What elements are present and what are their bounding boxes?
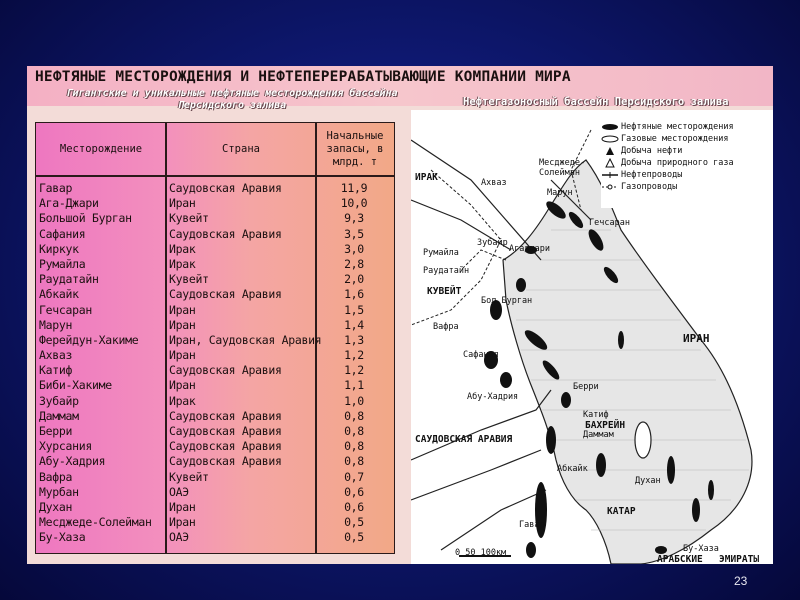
- country-cell: Кувейт: [169, 211, 209, 226]
- map-legend: [601, 118, 773, 208]
- table-row: [36, 318, 394, 333]
- table-row: [36, 196, 394, 211]
- country-cell: Кувейт: [169, 469, 209, 484]
- field-cell: Абкайк: [39, 287, 79, 302]
- reserves-cell: 1,4: [344, 317, 364, 332]
- field-cell: Ага-Джари: [39, 196, 99, 211]
- label-rumaila: Румайла: [423, 248, 459, 258]
- legend-gas-fields: [621, 134, 728, 144]
- legend-label: Газопроводы: [621, 182, 678, 192]
- label-ghawar: Гавар: [519, 520, 545, 530]
- reserves-cell: 1,3: [344, 332, 364, 347]
- field-cell: Раудатайн: [39, 272, 99, 287]
- table-row: [36, 333, 394, 348]
- reserves-cell: 0,8: [344, 424, 364, 438]
- country-cell: Кувейт: [169, 272, 209, 287]
- reserves-cell: 0,5: [344, 515, 364, 530]
- label-abqaiq: Абкайк: [557, 464, 588, 474]
- label-scale: 0 50 100км: [455, 548, 507, 558]
- field-cell: Мурбан: [39, 484, 79, 499]
- legend-oil-production: [621, 146, 682, 156]
- country-cell: Иран: [169, 317, 196, 332]
- label-berri: Берри: [573, 382, 599, 392]
- gas-pipeline-symbol: [601, 182, 619, 192]
- table-row: [36, 363, 394, 378]
- field-cell: Зубайр: [39, 393, 79, 408]
- field-cell: Большой Бурган: [39, 211, 132, 226]
- field-cell: Вафра: [39, 469, 73, 484]
- table-row: [36, 348, 394, 363]
- label-gachsaran: Гечсаран: [589, 218, 630, 228]
- reserves-cell: 0,8: [344, 439, 364, 454]
- header-reserves: Начальные запасы, в млрд. т: [326, 129, 384, 168]
- reserves-cell: 1,5: [344, 302, 364, 317]
- field-cell: Румайла: [39, 256, 86, 271]
- country-cell: Ирак: [169, 241, 196, 256]
- oil-fields-table: [35, 122, 395, 554]
- reserves-cell: 1,2: [344, 348, 364, 363]
- country-cell: Ирак: [169, 256, 196, 271]
- field-cell: Биби-Хакиме: [39, 378, 112, 393]
- reserves-cell: 1,6: [344, 287, 364, 302]
- field-cell: Гавар: [39, 181, 73, 195]
- map-subtitle: Нефтегазоносный бассейн Персидского залива: [463, 96, 729, 108]
- page-number: 23: [734, 574, 748, 588]
- reserves-cell: 0,8: [344, 454, 364, 469]
- country-cell: Саудовская Аравия: [169, 408, 282, 423]
- legend-gas-production: [621, 158, 734, 168]
- table-row: [36, 272, 394, 287]
- reserves-cell: 3,0: [344, 241, 364, 256]
- legend-label: Добыча нефти: [621, 146, 683, 156]
- reserves-cell: 0,6: [344, 484, 364, 499]
- reserves-cell: 1,1: [344, 378, 364, 393]
- label-qatar: КАТАР: [607, 506, 636, 517]
- label-bahrain: БАХРЕЙН: [585, 420, 626, 431]
- label-safaniya: Сафания: [463, 350, 499, 360]
- reserves-cell: 1,0: [344, 393, 364, 408]
- field-cell: Катиф: [39, 363, 73, 378]
- oil-pipeline-symbol: [601, 170, 619, 180]
- country-cell: ОАЭ: [169, 530, 189, 545]
- reserves-cell: 0,6: [344, 499, 364, 514]
- table-row: [36, 211, 394, 226]
- label-bu-hasa: Бу-Хаза: [683, 544, 719, 554]
- legend-label: Нефтяные месторождения: [621, 122, 734, 132]
- reserves-cell: 11,9: [340, 181, 368, 195]
- label-dammam: Даммам: [583, 430, 614, 440]
- country-cell: ОАЭ: [169, 484, 189, 499]
- slide-content: [27, 66, 773, 564]
- gas-field-symbol: [601, 134, 619, 144]
- country-cell: Иран: [169, 515, 196, 530]
- legend-label: Добыча природного газа: [621, 158, 734, 168]
- label-raudatain: Раудатайн: [423, 266, 470, 276]
- oil-production-symbol: [601, 146, 619, 156]
- oil-field-symbol: [601, 122, 619, 132]
- table-row: [36, 500, 394, 515]
- country-cell: Саудовская Аравия: [169, 226, 282, 241]
- country-cell: Иран: [169, 196, 196, 211]
- table-row: [36, 485, 394, 500]
- persian-gulf-map: [411, 110, 773, 564]
- field-cell: Духан: [39, 499, 73, 514]
- reserves-cell: 3,5: [344, 226, 364, 241]
- field-cell: Сафания: [39, 226, 86, 241]
- country-cell: Иран, Саудовская Аравия: [169, 332, 322, 347]
- field-cell: Абу-Хадрия: [39, 454, 106, 469]
- table-row: [36, 181, 394, 196]
- label-dukhan: Духан: [635, 476, 661, 486]
- label-marun: Марун: [547, 188, 573, 198]
- table-row: [36, 227, 394, 242]
- table-subtitle: Гигантские и уникальные нефтяные месторождения бассейна Персидского залива: [66, 88, 398, 111]
- country-cell: Иран: [169, 378, 196, 393]
- legend-label: Нефтепроводы: [621, 170, 683, 180]
- gas-field: [635, 422, 651, 458]
- table-row: [36, 287, 394, 302]
- country-cell: Саудовская Аравия: [169, 363, 282, 378]
- field-cell: Киркук: [39, 241, 79, 256]
- field-cell: Хурсания: [39, 439, 92, 454]
- table-row: [36, 378, 394, 393]
- table-row: [36, 424, 394, 439]
- label-iraq: ИРАК: [415, 172, 438, 183]
- label-abu-hadriya: Абу-Хадрия: [467, 392, 519, 402]
- label-ahvaz: Ахваз: [481, 178, 507, 188]
- reserves-cell: 0,8: [344, 408, 364, 423]
- label-emirates: ЭМИРАТЫ: [719, 554, 760, 564]
- field-cell: Даммам: [39, 408, 79, 423]
- country-cell: Саудовская Аравия: [169, 424, 282, 438]
- country-cell: Саудовская Аравия: [169, 181, 282, 195]
- table-row: [36, 394, 394, 409]
- reserves-cell: 2,0: [344, 272, 364, 287]
- table-row: [36, 242, 394, 257]
- field-cell: Ферейдун-Хакиме: [39, 332, 139, 347]
- table-row: [36, 409, 394, 424]
- country-cell: Саудовская Аравия: [169, 287, 282, 302]
- field-cell: Марун: [39, 317, 73, 332]
- field-cell: Месджеде-Солейман: [39, 515, 152, 530]
- table-body: [36, 181, 394, 546]
- table-row: [36, 454, 394, 469]
- reserves-cell: 0,5: [344, 530, 364, 545]
- header-divider: [36, 175, 394, 177]
- gas-production-symbol: [601, 158, 619, 168]
- header-country: Страна: [222, 142, 260, 155]
- table-row: [36, 257, 394, 272]
- label-aghajari: Агаджари: [509, 244, 550, 254]
- table-row: [36, 439, 394, 454]
- header-field: Месторождение: [59, 142, 143, 155]
- reserves-cell: 0,7: [344, 469, 364, 484]
- country-cell: Иран: [169, 499, 196, 514]
- table-row: [36, 530, 394, 545]
- label-wafra: Вафра: [433, 322, 459, 332]
- country-cell: Иран: [169, 302, 196, 317]
- country-cell: Иран: [169, 348, 196, 363]
- table-row: [36, 303, 394, 318]
- table-row: [36, 515, 394, 530]
- reserves-cell: 9,3: [344, 211, 364, 226]
- legend-gas-pipelines: [621, 182, 677, 192]
- reserves-cell: 2,8: [344, 256, 364, 271]
- legend-oil-fields: [621, 122, 734, 132]
- label-kuwait: КУВЕЙТ: [427, 286, 462, 297]
- table-row: [36, 470, 394, 485]
- reserves-cell: 10,0: [340, 196, 368, 211]
- label-zubair: Зубайр: [477, 238, 508, 248]
- label-qatif: Катиф: [583, 410, 609, 420]
- label-burgan: Бол.Бурган: [481, 296, 533, 306]
- legend-oil-pipelines: [621, 170, 682, 180]
- field-cell: Бу-Хаза: [39, 530, 86, 545]
- country-cell: Ирак: [169, 393, 196, 408]
- reserves-cell: 1,2: [344, 363, 364, 378]
- field-cell: Гечсаран: [39, 302, 92, 317]
- label-iran: ИРАН: [683, 332, 710, 345]
- label-masjed-soleyman: Месджеде- Солейман: [539, 158, 586, 178]
- slide-title: НЕФТЯНЫЕ МЕСТОРОЖДЕНИЯ И НЕФТЕПЕРЕРАБАТЫВАЮЩИЕ КОМПАНИИ МИРА: [35, 69, 571, 85]
- field-cell: Берри: [39, 424, 73, 438]
- label-arab: АРАБСКИЕ: [657, 554, 703, 564]
- country-cell: Саудовская Аравия: [169, 439, 282, 454]
- legend-label: Газовые месторождения: [621, 134, 729, 144]
- label-saudi-arabia: САУДОВСКАЯ АРАВИЯ: [415, 434, 513, 445]
- country-cell: Саудовская Аравия: [169, 454, 282, 469]
- field-cell: Ахваз: [39, 348, 73, 363]
